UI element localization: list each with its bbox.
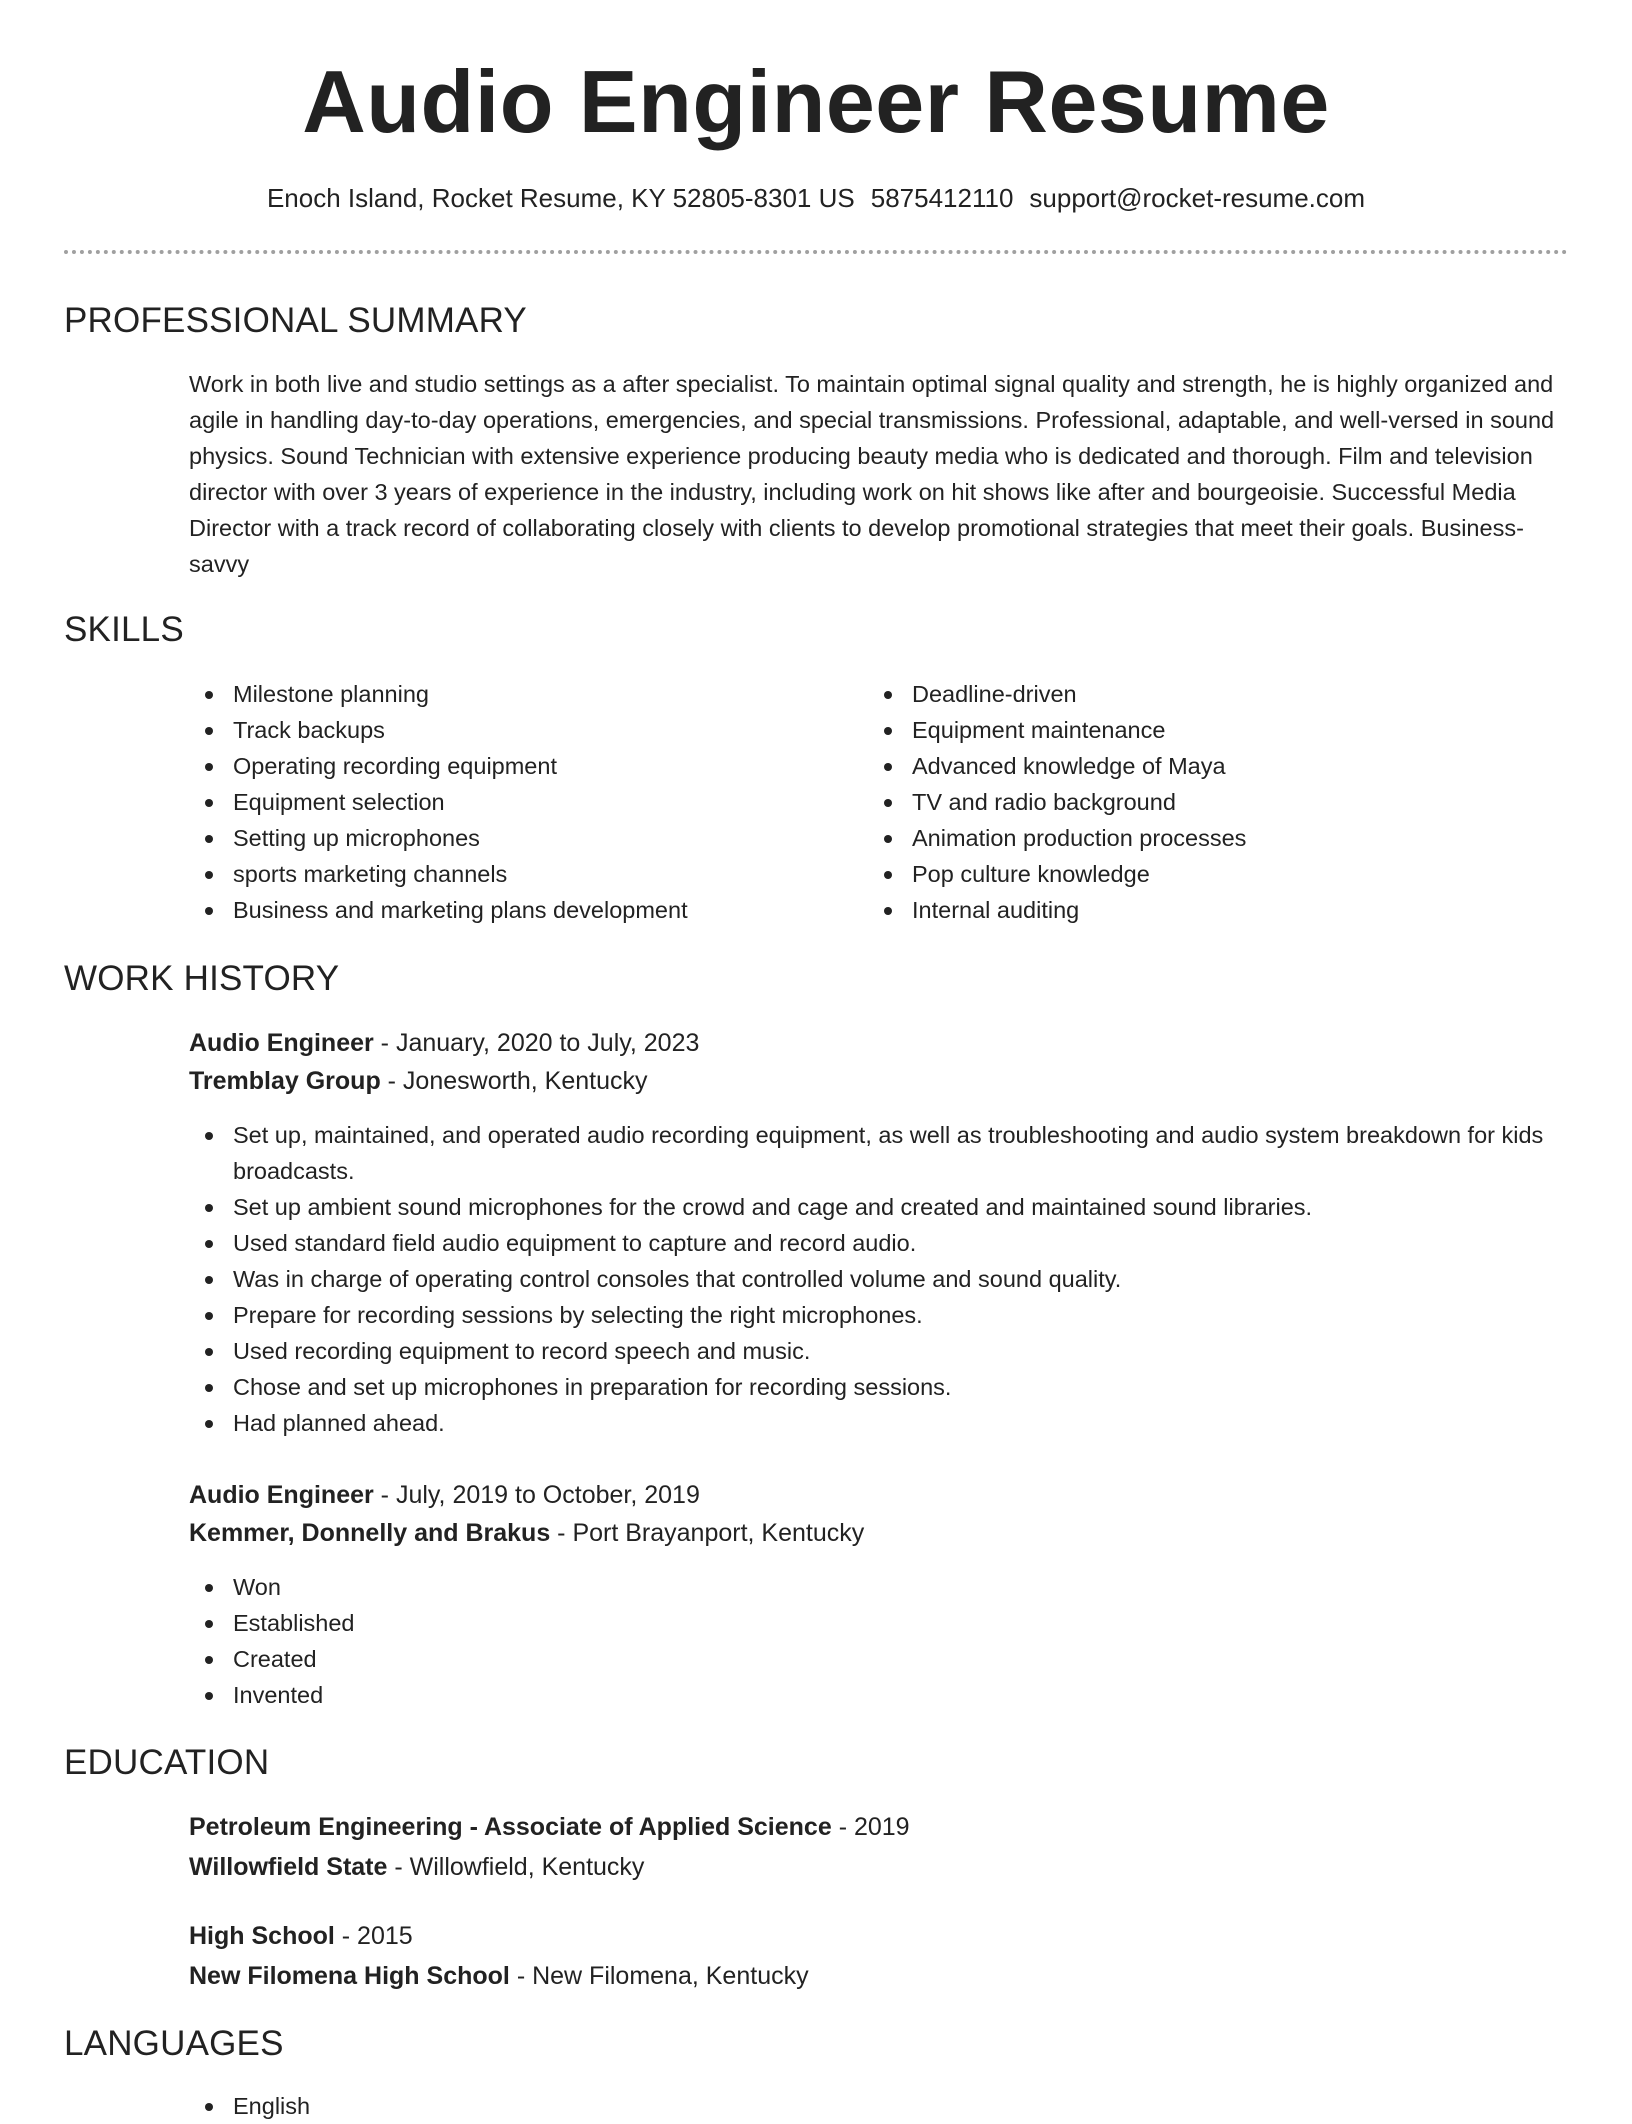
education-heading: EDUCATION [64,1743,270,1782]
education-degree-line [189,1808,910,1846]
skill-item: Setting up microphones [189,820,849,856]
job-bullets [189,1117,1569,1441]
job-bullet: Chose and set up microphones in preparation for recording sessions. [189,1369,1569,1405]
contact-line [0,180,1632,216]
skill-item: Equipment selection [189,784,849,820]
header-divider [64,250,1568,254]
education-location: - New Filomena, Kentucky [509,1962,809,1990]
skill-item: Advanced knowledge of Maya [868,748,1528,784]
education-school: New Filomena High School [189,1962,510,1990]
skill-item: Equipment maintenance [868,712,1528,748]
contact-email: support@rocket-resume.com [1029,183,1366,213]
summary-heading: PROFESSIONAL SUMMARY [64,301,527,340]
skill-item: sports marketing channels [189,856,849,892]
education-school-line [189,1957,809,1995]
education-school: Willowfield State [189,1853,388,1881]
education-degree: Petroleum Engineering - Associate of Applied Science [189,1813,832,1841]
job-company: Kemmer, Donnelly and Brakus [189,1519,551,1547]
job-title-line [189,1024,699,1062]
skill-item: TV and radio background [868,784,1528,820]
job-bullet: Was in charge of operating control consoles that controlled volume and sound quality. [189,1261,1569,1297]
education-year: - 2019 [831,1813,910,1841]
summary-text: Work in both live and studio settings as a after specialist. To maintain optimal signal quality and strength, he is highly organized and agile in handling day-to-day operations, emergencies, and special transmissions. Professional, adaptable, and well-versed in sound physics. Sound Technician with extensive experience producing beauty media who is dedicated and thorough. Film and television director with over 3 years of experience in the industry, including work on hit shows like after and bourgeoisie. Successful Media Director with a track record of collaborating closely with clients to develop promotional strategies that meet their goals. Business-savvy [189,371,1555,577]
job-bullet: Set up ambient sound microphones for the crowd and cage and created and maintained sound libraries. [189,1189,1569,1225]
education-location: - Willowfield, Kentucky [387,1853,645,1881]
job-bullet: Invented [189,1677,1569,1713]
skill-item: Milestone planning [189,676,849,712]
skill-item: Deadline-driven [868,676,1528,712]
job-bullet: Prepare for recording sessions by selecting the right microphones. [189,1297,1569,1333]
languages-list [189,2088,1569,2124]
job-title: Audio Engineer [189,1029,374,1057]
education-degree-line [189,1917,413,1955]
job-company-line [189,1514,864,1552]
skill-item: Track backups [189,712,849,748]
resume-title: Audio Engineer Resume [302,52,1330,151]
job-dates: - January, 2020 to July, 2023 [373,1029,700,1057]
job-title-line [189,1476,700,1514]
job-location: - Jonesworth, Kentucky [380,1067,648,1095]
job-title: Audio Engineer [189,1481,374,1509]
contact-phone: 5875412110 [870,183,1014,213]
languages-heading: LANGUAGES [64,2024,284,2063]
contact-address: Enoch Island, Rocket Resume, KY 52805-8301 US [266,183,855,213]
education-degree: High School [189,1922,335,1950]
job-company: Tremblay Group [189,1067,381,1095]
skill-item: Business and marketing plans development [189,892,849,928]
job-bullet: Used recording equipment to record speech and music. [189,1333,1569,1369]
education-year: - 2015 [334,1922,413,1950]
job-bullet: Used standard field audio equipment to capture and record audio. [189,1225,1569,1261]
education-school-line [189,1848,644,1886]
job-dates: - July, 2019 to October, 2019 [373,1481,700,1509]
skill-item: Animation production processes [868,820,1528,856]
skill-item: Internal auditing [868,892,1528,928]
skills-list-left [189,676,849,928]
job-company-line [189,1062,648,1100]
job-location: - Port Brayanport, Kentucky [550,1519,865,1547]
skills-heading: SKILLS [64,610,184,649]
job-bullet: Created [189,1641,1569,1677]
job-bullet: Had planned ahead. [189,1405,1569,1441]
job-bullets [189,1569,1569,1713]
work-heading: WORK HISTORY [64,959,340,998]
language-item: English [189,2088,1569,2124]
skill-item: Pop culture knowledge [868,856,1528,892]
job-bullet: Set up, maintained, and operated audio recording equipment, as well as troubleshooting and audio system breakdown for kids broadcasts. [189,1117,1569,1189]
skill-item: Operating recording equipment [189,748,849,784]
job-bullet: Established [189,1605,1569,1641]
skills-list-right [868,676,1528,928]
job-bullet: Won [189,1569,1569,1605]
